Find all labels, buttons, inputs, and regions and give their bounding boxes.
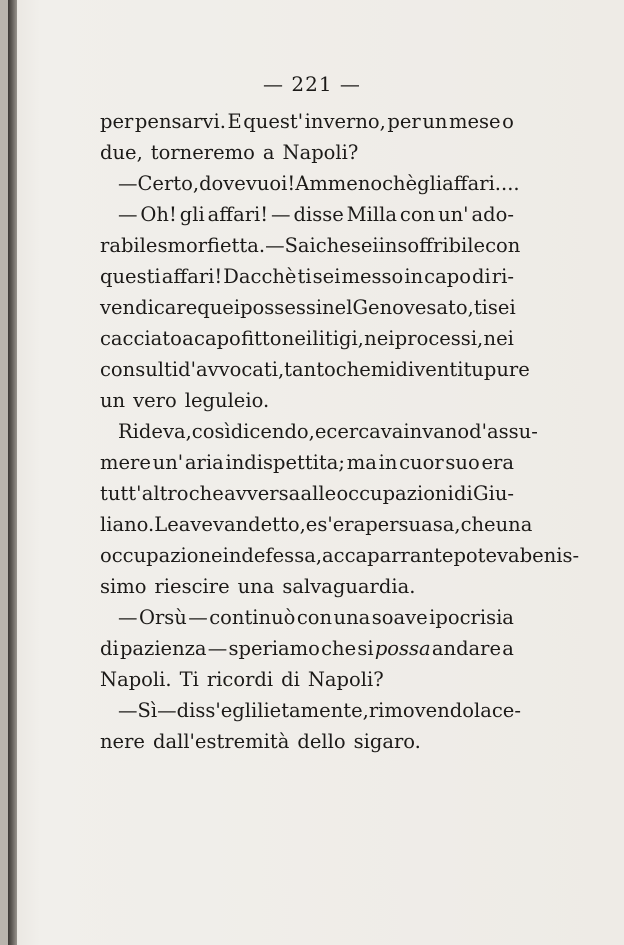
word: avversa (224, 482, 301, 505)
word: che (188, 482, 224, 505)
word: — (118, 606, 138, 629)
word: a (502, 637, 514, 660)
word: litigi, (312, 327, 364, 350)
word: diss'egli (176, 699, 258, 722)
word: un (422, 110, 448, 133)
word: Orsù (138, 606, 187, 629)
word: mese (449, 110, 501, 133)
text-line (100, 478, 514, 509)
word: in (378, 451, 398, 474)
text-line (100, 230, 521, 261)
word: sei (350, 234, 379, 257)
word: ricordi (206, 668, 274, 691)
word: che (321, 637, 357, 660)
page-edge (0, 0, 8, 945)
word: rabile (100, 234, 158, 257)
word: con (296, 606, 333, 629)
word: dall'estremità (152, 730, 290, 753)
word: vero (133, 389, 177, 412)
word: a (262, 141, 275, 164)
word: un' (438, 203, 469, 226)
word: diventi (395, 358, 464, 381)
word: per (387, 110, 421, 133)
word: poteva (453, 544, 520, 567)
word: di (454, 482, 473, 505)
word: Sì (137, 699, 158, 722)
word: quei (197, 296, 241, 319)
word: invano (403, 420, 470, 443)
word: un (100, 389, 126, 412)
word: affari! (161, 265, 223, 288)
word: due, (100, 141, 143, 164)
word: andare (431, 637, 502, 660)
word: con (485, 234, 521, 257)
word: aria (184, 451, 224, 474)
text-line (100, 199, 514, 230)
word: — (207, 637, 228, 660)
text-line (100, 168, 520, 199)
word: o (502, 110, 514, 133)
word: suo (445, 451, 480, 474)
word: accaparrante (322, 544, 454, 567)
word: Sai (284, 234, 316, 257)
text-line (100, 385, 514, 416)
word: altro (141, 482, 189, 505)
word: e (305, 513, 318, 536)
word: Le (154, 513, 179, 536)
word: una (495, 513, 533, 536)
text-line (100, 664, 514, 695)
word: soave (371, 606, 428, 629)
word: nei (364, 327, 395, 350)
word: nel (322, 296, 353, 319)
word: possa (374, 637, 431, 660)
text-line (100, 354, 530, 385)
text-line (100, 602, 514, 633)
text-line (100, 726, 514, 757)
word: Dacchè (223, 265, 297, 288)
word: disse (293, 203, 344, 226)
word: una (333, 606, 371, 629)
text-line (100, 540, 580, 571)
word: — (157, 699, 177, 722)
word: — (265, 234, 285, 257)
word: occupazione (100, 544, 223, 567)
word: e (314, 420, 327, 443)
page-number: — 221 — (263, 72, 361, 96)
word: occupazioni (336, 482, 454, 505)
word: — (118, 699, 138, 722)
word: mi (370, 358, 396, 381)
word: sei (487, 296, 516, 319)
word: speriamo (228, 637, 320, 660)
word: una (237, 575, 275, 598)
word: Ti (179, 668, 199, 691)
word: Genovesato, (352, 296, 474, 319)
word: liano. (100, 513, 155, 536)
word: Rideva, (118, 420, 192, 443)
word: cuor (399, 451, 444, 474)
word: persuasa, (365, 513, 461, 536)
word: Napoli. (100, 668, 172, 691)
word: indefessa, (222, 544, 323, 567)
word: Napoli? (282, 141, 359, 164)
word: nei (281, 327, 313, 350)
word: tu (463, 358, 484, 381)
word: in (404, 265, 424, 288)
word: — (188, 606, 208, 629)
word: mere (100, 451, 151, 474)
word: con (399, 203, 436, 226)
word: per (100, 110, 134, 133)
word: tanto (284, 358, 336, 381)
word: sei (312, 265, 341, 288)
word: alle (300, 482, 337, 505)
word: Oh! (140, 203, 177, 226)
word: avevan (178, 513, 249, 536)
word: si (357, 637, 374, 660)
word: simo (100, 575, 147, 598)
word: dello (297, 730, 346, 753)
word: pensarvi. (134, 110, 226, 133)
word: cercava (326, 420, 404, 443)
word: di (100, 637, 119, 660)
word: quest' (243, 110, 304, 133)
word: nei (483, 327, 514, 350)
word: pure (483, 358, 530, 381)
word: salvaguardia. (282, 575, 416, 598)
text-line (100, 695, 521, 726)
word: capo (194, 327, 241, 350)
word: capo (424, 265, 471, 288)
word: Giu- (473, 482, 514, 505)
word: rimovendo (368, 699, 474, 722)
word: sigaro. (353, 730, 421, 753)
word: Napoli? (307, 668, 384, 691)
word: Ammenochè (295, 172, 418, 195)
word: di (472, 265, 491, 288)
word: insoffribile (378, 234, 486, 257)
text-line (100, 447, 514, 478)
text-line (100, 261, 514, 292)
word: riescire (154, 575, 230, 598)
word: smorfietta. (157, 234, 266, 257)
text-line (100, 571, 514, 602)
word: d'avvocati, (178, 358, 285, 381)
word: tutt' (100, 482, 142, 505)
word: un' (152, 451, 184, 474)
word: vendicare (100, 296, 198, 319)
text-line (100, 106, 514, 137)
word: cacciato (100, 327, 182, 350)
body-text (100, 106, 580, 757)
word: s'era (317, 513, 366, 536)
word: dicendo, (230, 420, 315, 443)
text-line (100, 323, 514, 354)
word: — (118, 172, 138, 195)
word: fitto (241, 327, 282, 350)
word: era (481, 451, 514, 474)
text-line (100, 509, 533, 540)
word: ce- (491, 699, 521, 722)
word: affari! (207, 203, 269, 226)
text-line (100, 633, 514, 664)
word: leguleio. (184, 389, 270, 412)
word: messo (341, 265, 404, 288)
word: che (460, 513, 496, 536)
word: processi, (394, 327, 484, 350)
word: indispettita; (225, 451, 345, 474)
word: così (191, 420, 231, 443)
word: ado- (471, 203, 514, 226)
word: benis- (519, 544, 580, 567)
word: a (182, 327, 194, 350)
word: dove (199, 172, 246, 195)
word: gli (417, 172, 443, 195)
word: torneremo (150, 141, 255, 164)
word: la (473, 699, 492, 722)
text-line (100, 416, 538, 447)
word: che (335, 358, 371, 381)
word: continuò (209, 606, 296, 629)
word: ma (346, 451, 377, 474)
word: ipocrisia (429, 606, 514, 629)
word: inverno, (304, 110, 386, 133)
word: questi (100, 265, 161, 288)
word: nere (100, 730, 145, 753)
word: possessi (240, 296, 323, 319)
word: E (227, 110, 242, 133)
word: — (271, 203, 291, 226)
word: consulti (100, 358, 179, 381)
book-spine-shadow (8, 0, 17, 945)
word: affari.... (442, 172, 520, 195)
word: ti (473, 296, 488, 319)
word: pazienza (119, 637, 207, 660)
word: di (281, 668, 300, 691)
word: vuoi! (245, 172, 296, 195)
word: lietamente, (257, 699, 369, 722)
word: — (118, 203, 138, 226)
text-line (100, 292, 514, 323)
word: che (315, 234, 351, 257)
text-line (100, 137, 514, 168)
word: ri- (491, 265, 514, 288)
word: Certo, (137, 172, 200, 195)
word: Milla (346, 203, 397, 226)
word: d'assu- (469, 420, 538, 443)
word: gli (179, 203, 205, 226)
word: ti (297, 265, 312, 288)
word: detto, (248, 513, 306, 536)
